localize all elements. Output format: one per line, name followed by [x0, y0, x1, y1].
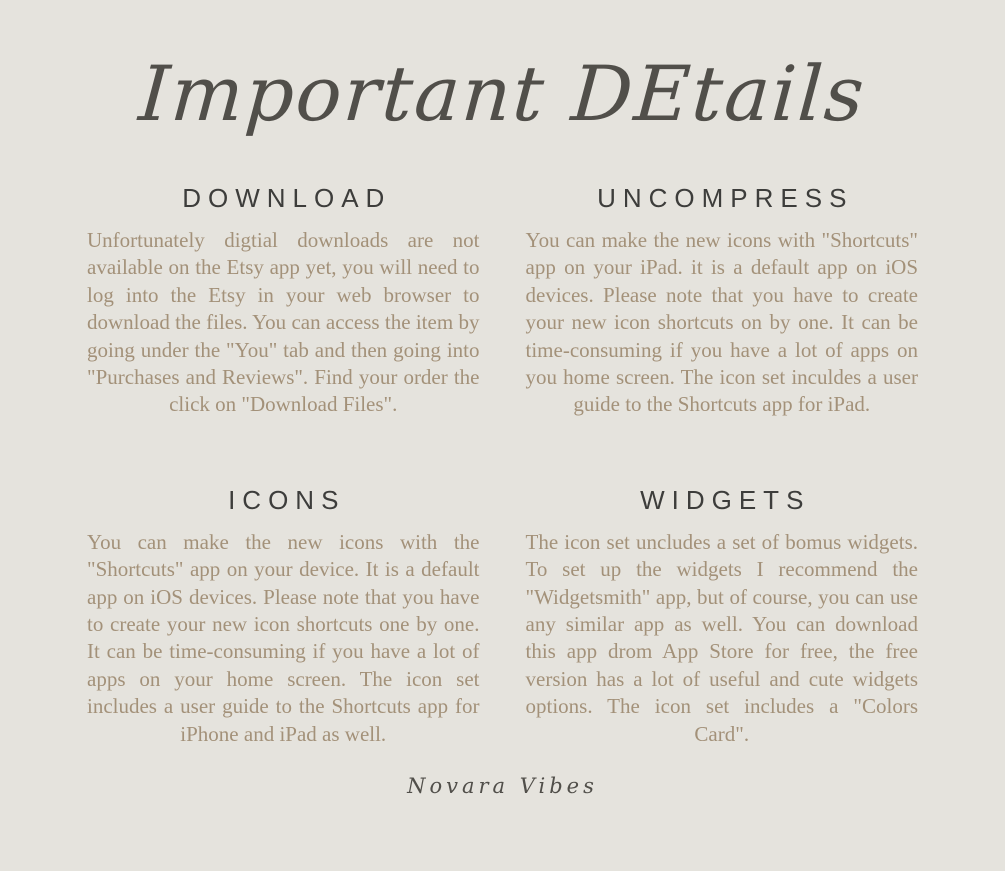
section-widgets-heading: WIDGETS	[640, 484, 811, 515]
section-download-body: Unfortunately digtial downloads are not available on the Etsy app yet, you will need to log into the Etsy in your web browser to download the files. You can access the item by going under the "You" tab and then going into "Purchases and Reviews". Find your order the click on "Download Files".	[87, 228, 480, 417]
sections-grid	[87, 183, 918, 748]
section-uncompress-heading: UNCOMPRESS	[597, 183, 854, 213]
section-uncompress-body: You can make the new icons with "Shortcuts" app on your iPad. it is a default app on iOS devices. Please note that you have to create your new icon shortcuts on by one. It can be time-consuming if you have a lot of apps on you home screen. The icon set inculdes a user guide to the Shortcuts app for iPad.	[525, 228, 918, 417]
section-uncompress	[526, 183, 919, 419]
section-icons-heading: ICONS	[228, 484, 346, 515]
brand-signature: Novara Vibes	[407, 774, 598, 799]
section-widgets	[526, 485, 919, 748]
page-title: Important DEtails	[136, 49, 869, 138]
section-download	[87, 183, 480, 419]
section-icons	[87, 485, 480, 748]
section-download-heading: DOWNLOAD	[182, 183, 392, 213]
section-icons-body: You can make the new icons with the "Shortcuts" app on your device. It is a default app on iOS devices. Please note that you have to create your new icon shortcuts one by one. It can be time-consuming if you have a lot of apps on your home screen. The icon set includes a user guide to the Shortcuts app for iPhone and iPad as well.	[87, 529, 480, 746]
section-widgets-body: The icon set uncludes a set of bomus widgets. To set up the widgets I recommend the "Widgetsmith" app, but of course, you can use any similar app as well. You can download this app drom App Store for free, the free version has a lot of useful and cute widgets options. The icon set includes a "Colors Card".	[525, 529, 918, 746]
